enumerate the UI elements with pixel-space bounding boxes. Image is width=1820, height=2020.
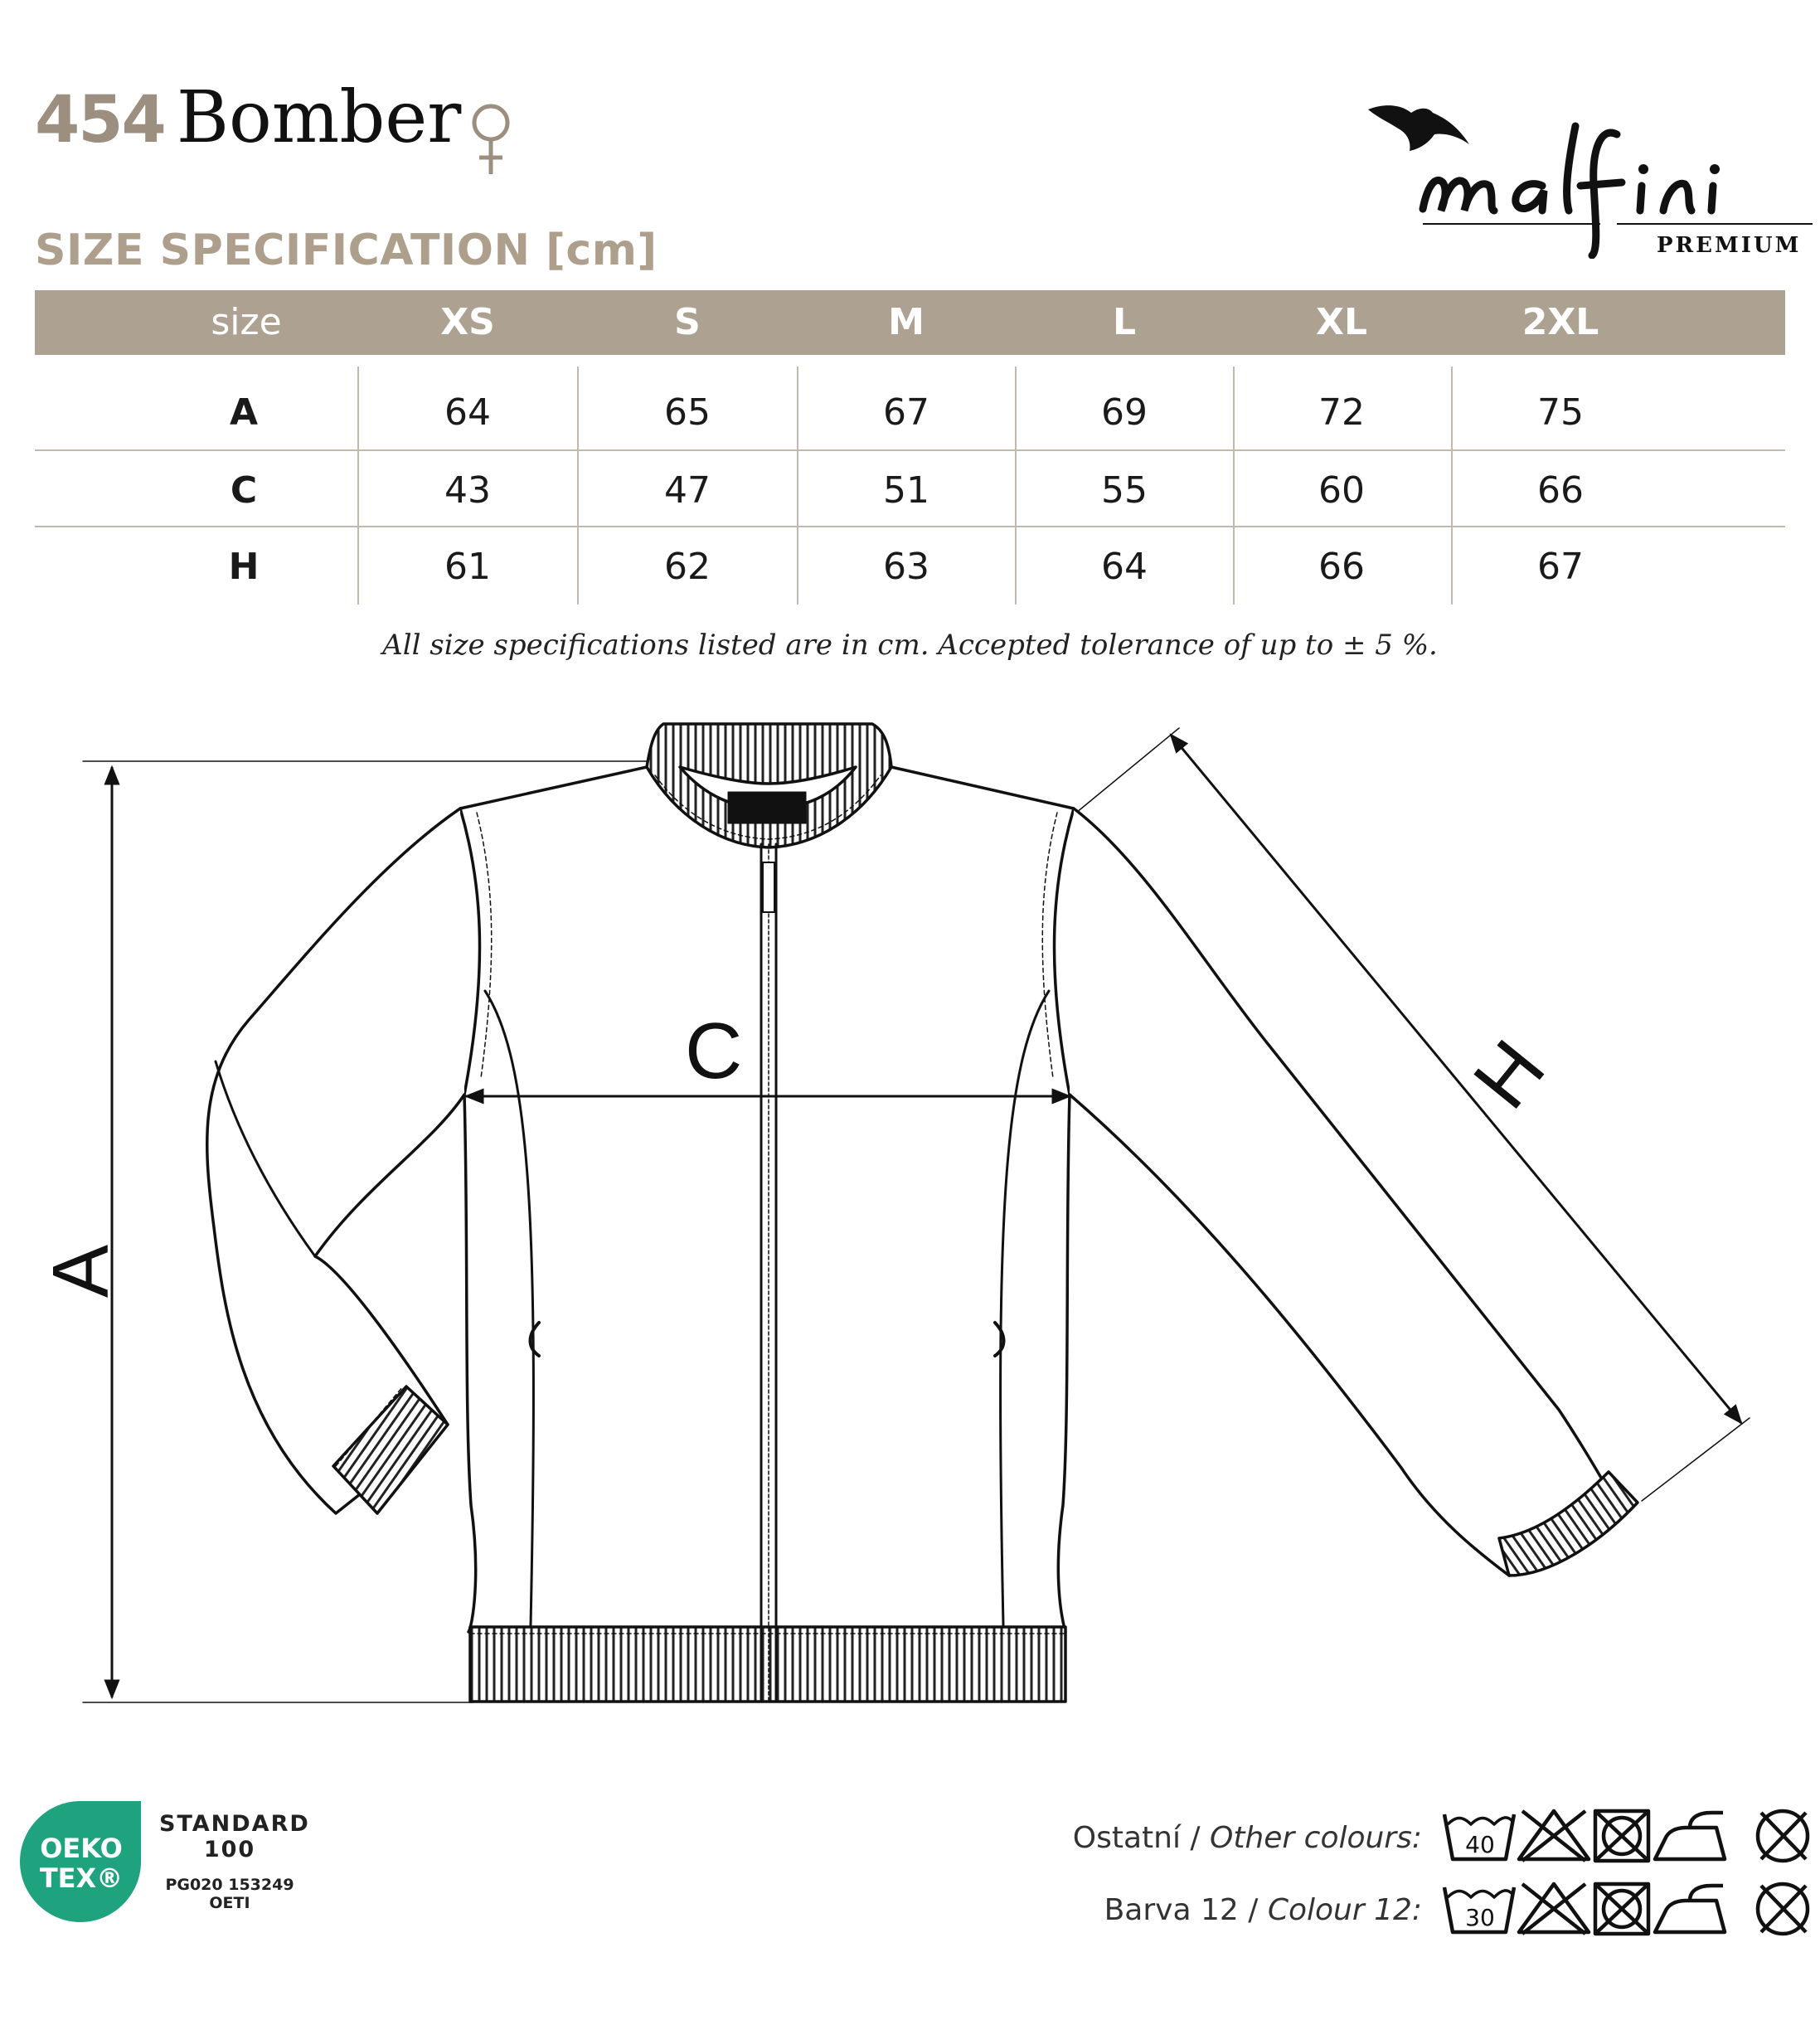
iron-icon [1655,1886,1725,1932]
care-label-colour12 [1104,1893,1422,1927]
no-tumble-dry-icon [1595,1811,1648,1861]
no-tumble-dry-icon [1595,1884,1648,1934]
table-cell: 60 [1318,469,1365,512]
bird-icon [1368,105,1469,151]
care-icons-row [1441,1879,1814,1939]
guide-line [1076,728,1179,813]
no-bleach-icon [1519,1884,1589,1934]
care-icons-row [1441,1806,1814,1866]
dimension-a-label: A [36,1244,125,1299]
zipper-pull [763,862,774,912]
dimension-c-label: C [685,1007,743,1095]
oeko-number: 100 [203,1837,256,1862]
table-row [35,529,1785,605]
wash-tub-icon [1444,1887,1514,1932]
iron-icon [1655,1813,1725,1859]
table-cell: 66 [1318,546,1365,588]
table-cell: 75 [1537,391,1584,434]
oeko-tex-badge [18,1799,143,1924]
header-cell-size: size [211,301,282,343]
row-label: H [228,546,260,588]
hem-band [470,1627,1065,1702]
table-cell: 65 [664,391,711,434]
product-code: 454 [35,83,165,158]
product-title [35,76,461,168]
no-bleach-icon [1519,1811,1589,1861]
care-label-other-italic: Other colours: [1209,1821,1422,1855]
header-cell-2xl: 2XL [1522,301,1599,343]
wash-tub-icon [1444,1814,1514,1859]
table-cell: 47 [664,469,711,512]
dimension-h-label: H [1456,1024,1562,1125]
table-header [35,290,1785,355]
right-sleeve [1070,808,1617,1576]
care-label-colour12-prefix: Barva 12 / [1104,1893,1268,1927]
table-cell: 64 [1101,546,1148,588]
oeko-line1: OEKO [40,1833,123,1864]
table-cell: 55 [1101,469,1148,512]
header-cell-xl: XL [1316,301,1367,343]
table-cell: 62 [664,546,711,588]
care-label-other [1073,1821,1422,1855]
table-cell: 66 [1537,469,1584,512]
oeko-tex-text [159,1811,310,1912]
table-cell: 43 [444,469,491,512]
table-cell: 69 [1101,391,1148,434]
table-cell: 64 [444,391,491,434]
header-cell-m: M [888,301,925,343]
wash-temp: 40 [1465,1831,1495,1858]
guide-line [1642,1418,1750,1501]
header-cell-l: L [1112,301,1137,343]
female-symbol-icon [466,101,516,177]
no-dry-clean-icon [1758,1811,1808,1861]
no-dry-clean-icon [1758,1884,1808,1934]
oeko-standard: STANDARD [159,1811,310,1837]
row-divider [35,449,1785,451]
oeko-institute: OETI [209,1894,250,1912]
care-label-other-prefix: Ostatní / [1072,1821,1210,1855]
row-label: C [230,469,258,512]
row-label: A [229,391,259,434]
header-cell-xs: XS [440,301,495,343]
care-label-colour12-italic: Colour 12: [1267,1893,1422,1927]
header-cell-s: S [674,301,701,343]
oeko-line2: TEX® [39,1862,124,1894]
table-cell: 67 [1537,546,1584,588]
product-name: Bomber [176,76,462,159]
brand-sub: PREMIUM [1657,233,1802,258]
table-cell: 67 [883,391,929,434]
wash-temp: 30 [1465,1904,1495,1931]
table-cell: 51 [883,469,929,512]
malfini-logo [1352,93,1816,259]
neck-label [728,792,806,823]
table-row [35,375,1785,451]
table-cell: 63 [883,546,929,588]
spec-heading: SIZE SPECIFICATION [cm] [35,226,658,275]
row-divider [35,526,1785,527]
oeko-certificate: PG020 153249 [165,1876,294,1894]
tolerance-note: All size specifications listed are in cm. Accepted tolerance of up to ± 5 %. [382,629,1438,662]
table-row [35,453,1785,529]
jacket-diagram [0,697,1820,1766]
table-cell: 61 [444,546,491,588]
table-cell: 72 [1318,391,1365,434]
